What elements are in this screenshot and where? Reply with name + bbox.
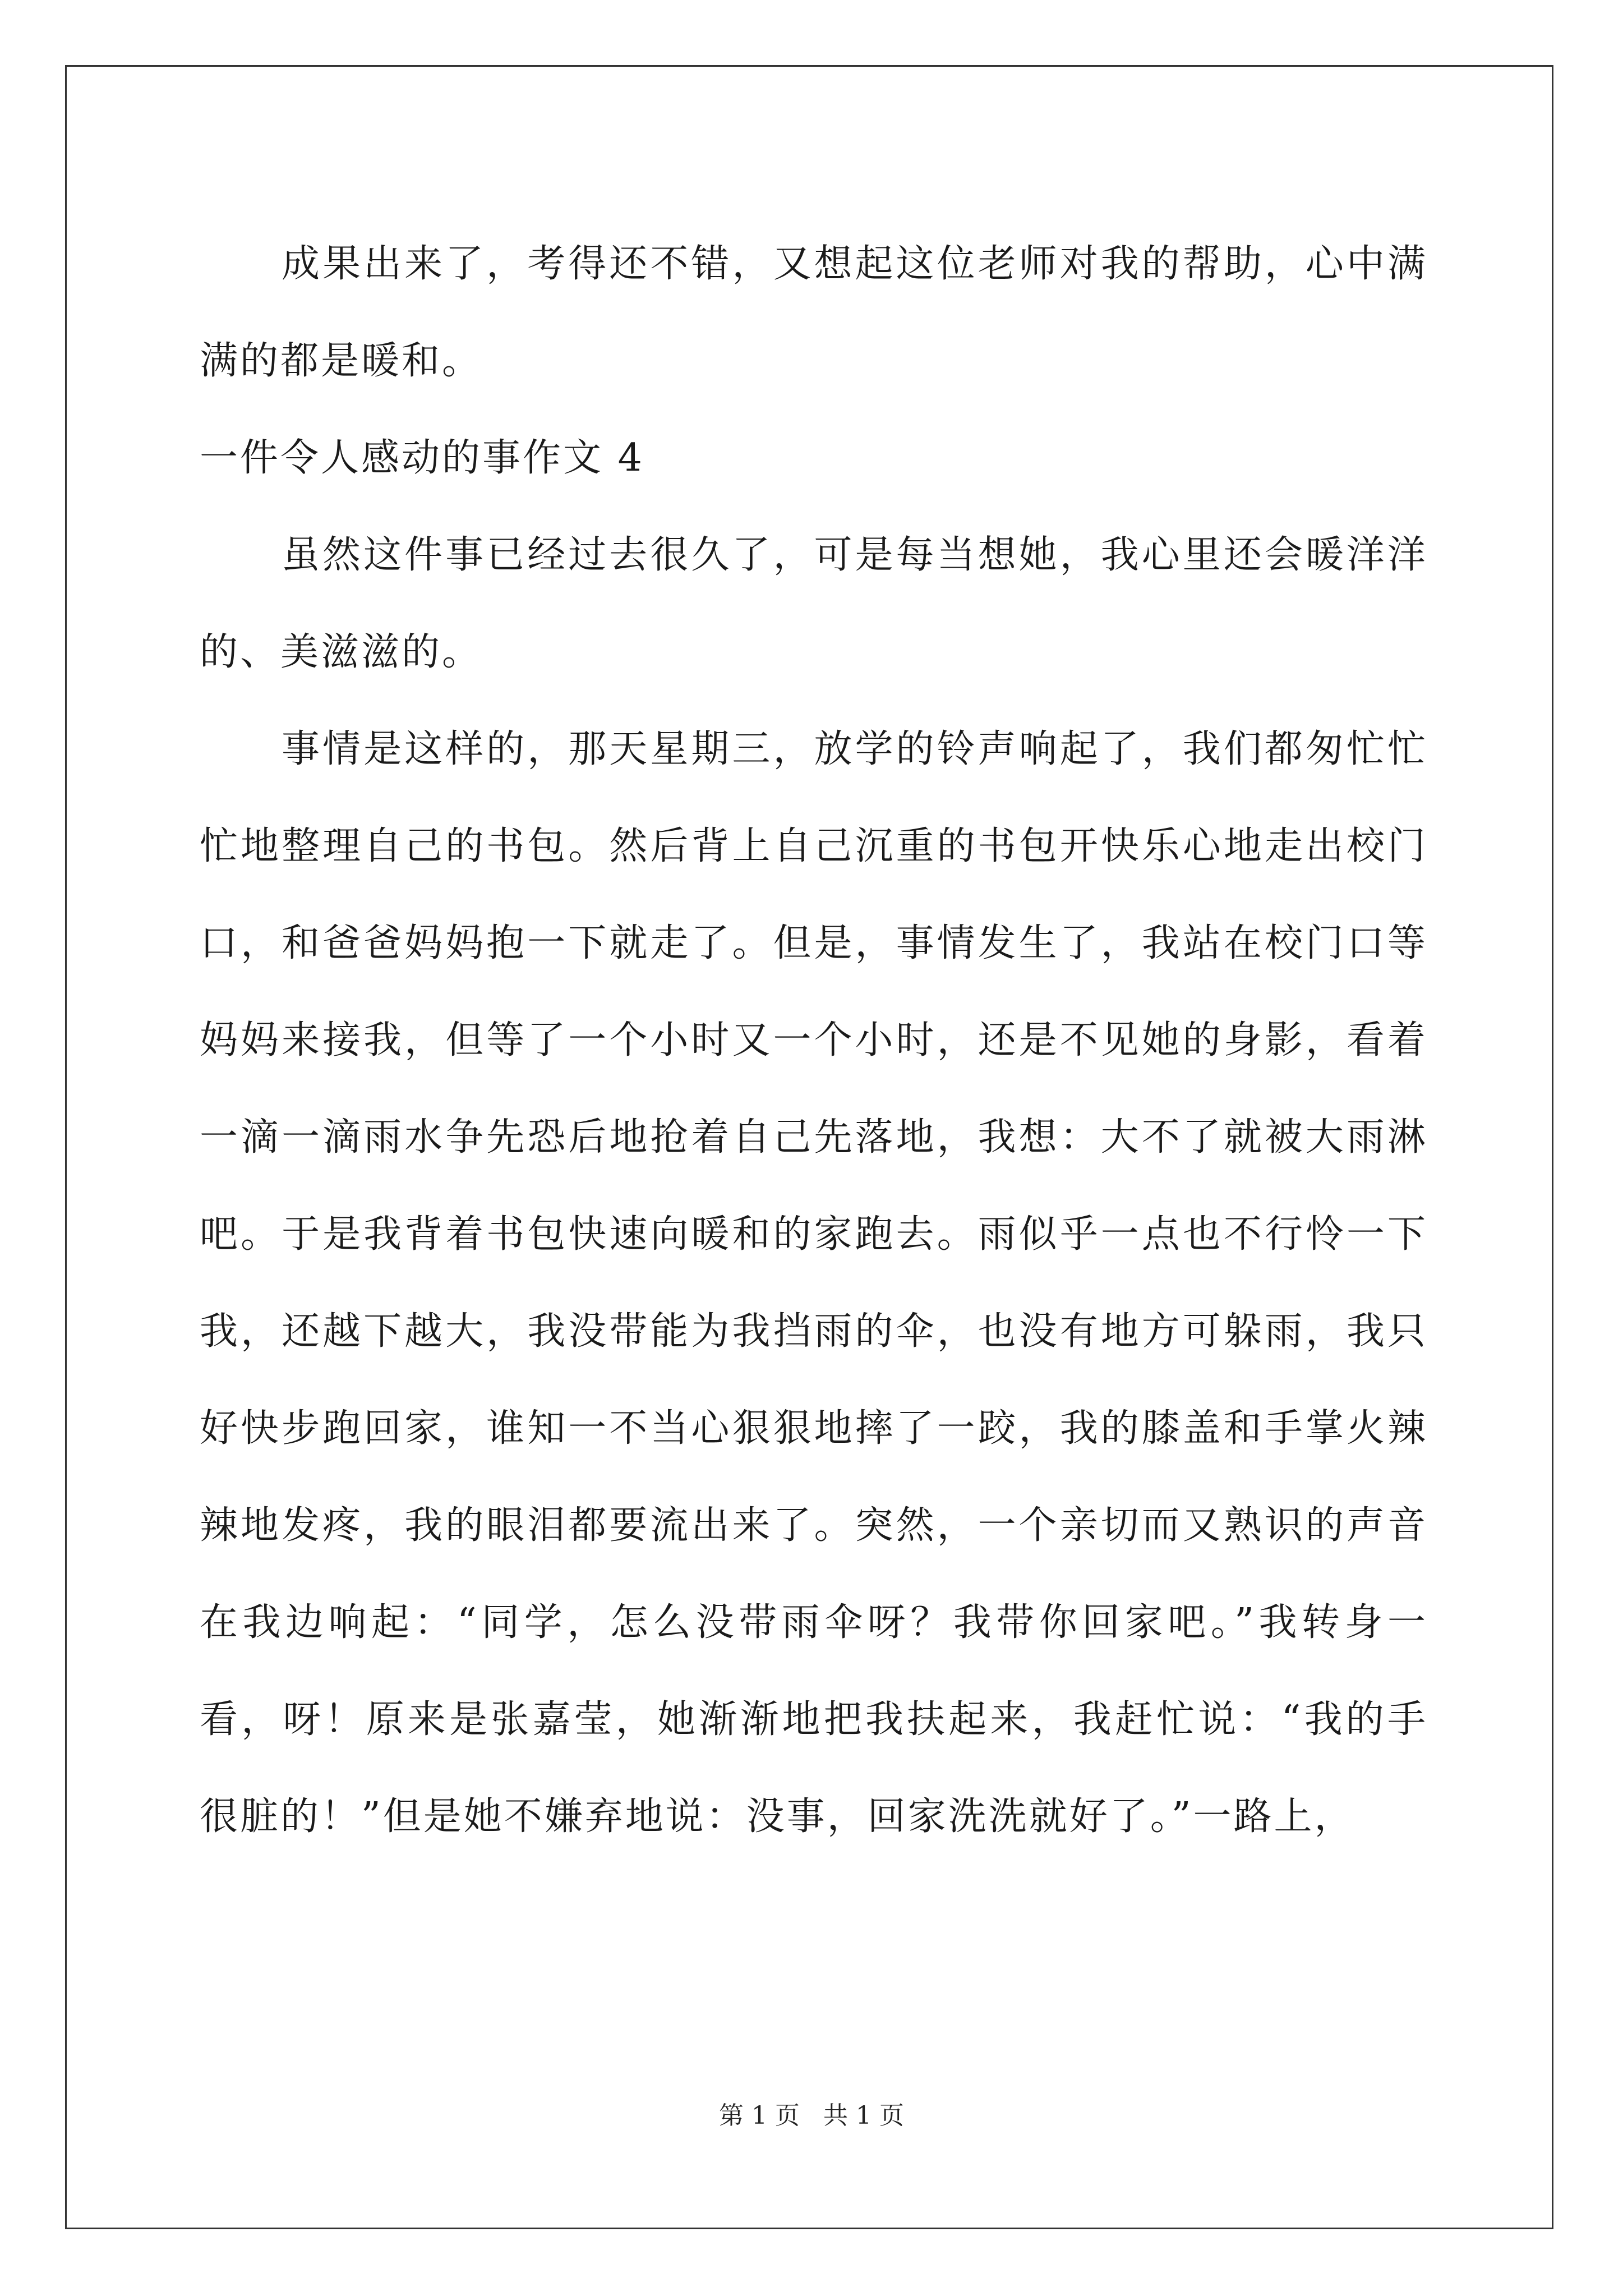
- paragraph-3: 事情是这样的，那天星期三，放学的铃声响起了，我们都匆忙忙忙地整理自己的书包。然后背上自己沉重的书包开快乐心地走出校门口，和爸爸妈妈抱一下就走了。但是，事情发生了，我站在校门口等妈妈来接我，但等了一个小时又一个小时，还是不见她的身影，看着一滴一滴雨水争先恐后地抢着自己先落地，我想：大不了就被大雨淋吧。于是我背着书包快速向暖和的家跑去。雨似乎一点也不行怜一下我，还越下越大，我没带能为我挡雨的伞，也没有地方可躲雨，我只好快步跑回家，谁知一不当心狠狠地摔了一跤，我的膝盖和手掌火辣辣地发疼，我的眼泪都要流出来了。突然，一个亲切而又熟识的声音在我边响起：“同学，怎么没带雨伞呀？我带你回家吧。”我转身一看，呀！原来是张嘉莹，她渐渐地把我扶起来，我赶忙说：“我的手很脏的！”但是她不嫌弃地说：没事，回家洗洗就好了。”一路上，: [200, 727, 1428, 1839]
- paragraph-2: 虽然这件事已经过去很久了，可是每当想她，我心里还会暖洋洋的、美滋滋的。: [200, 533, 1428, 674]
- page-number: 第 1 页: [719, 2101, 800, 2130]
- section-heading: 一件令人感动的事作文 4: [200, 436, 644, 480]
- document-body: [200, 215, 1428, 1865]
- page-total: 共 1 页: [823, 2101, 904, 2130]
- paragraph-1: 成果出来了，考得还不错，又想起这位老师对我的帮助，心中满满的都是暖和。: [200, 242, 1428, 383]
- page-footer: [0, 2095, 1623, 2131]
